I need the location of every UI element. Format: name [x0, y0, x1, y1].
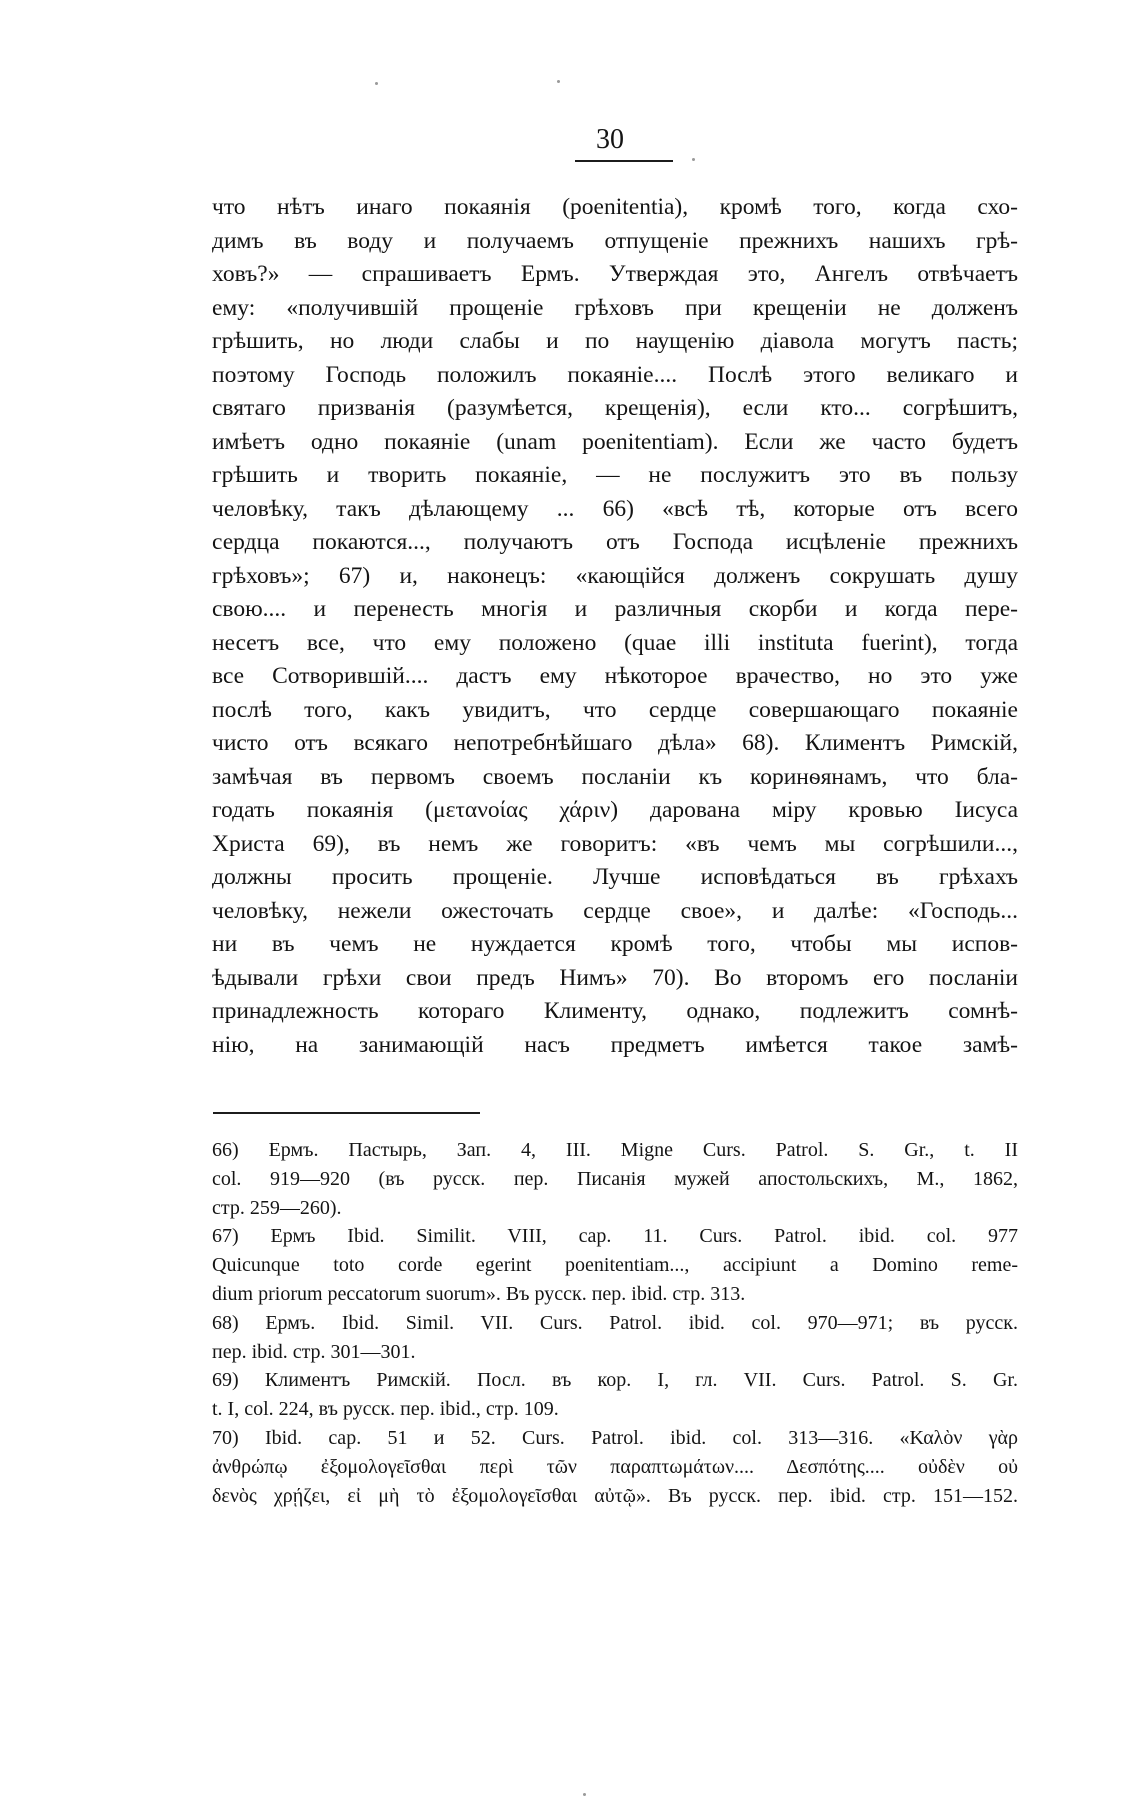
footnote-line: 70) Ibid. cap. 51 и 52. Curs. Patrol. ibid. col. 313—316. «Καλὸν γὰρ	[212, 1426, 1018, 1449]
footnote-line: col. 919—920 (въ русск. пер. Писанія мужей апостольскихъ, М., 1862,	[212, 1167, 1018, 1190]
footnotes	[212, 1136, 1018, 1510]
footnote-line: 66) Ермъ. Пастырь, Зап. 4, III. Migne Curs. Patrol. S. Gr., t. II	[212, 1139, 1018, 1161]
text-line: димъ въ воду и получаемъ отпущеніе прежнихъ нашихъ грѣ-	[212, 227, 1018, 254]
text-line: ховъ?» — спрашиваетъ Ермъ. Утверждая это, Ангелъ отвѣчаетъ	[212, 261, 1018, 287]
text-line: годать покаянія (μετανοίας χάριν) дарована міру кровью Іисуса	[212, 797, 1018, 823]
text-line: должны просить прощеніе. Лучше исповѣдаться въ грѣхахъ	[212, 864, 1018, 890]
text-line: сердца покаются..., получаютъ отъ Господа исцѣленіе прежнихъ	[212, 529, 1018, 555]
text-line: что нѣтъ инаго покаянія (poenitentia), кромѣ того, когда схо-	[212, 194, 1018, 220]
text-line: чисто отъ всякаго непотребнѣйшаго дѣла» 68). Климентъ Римскій,	[212, 730, 1018, 756]
text-line: грѣшить, но люди слабы и по наущенію діавола могутъ пасть;	[212, 328, 1018, 354]
footnote-line: dium priorum peccatorum suorum». Въ русск. пер. ibid. стр. 313.	[212, 1282, 746, 1305]
footnote-line: стр. 259—260).	[212, 1196, 342, 1219]
footnote-line: t. I, col. 224, въ русск. пер. ibid., стр. 109.	[212, 1398, 559, 1421]
text-line: замѣчая въ первомъ своемъ посланіи къ коринѳянамъ, что бла-	[212, 763, 1018, 790]
page-number: 30	[596, 124, 624, 155]
main-text	[212, 191, 1018, 1062]
text-line: человѣку, такъ дѣлающему ... 66) «всѣ тѣ, которые отъ всего	[212, 495, 1018, 522]
text-line: человѣку, нежели ожесточать сердце свое», и далѣе: «Господь...	[212, 897, 1018, 924]
text-line: принадлежность котораго Клименту, однако, подлежитъ сомнѣ-	[212, 998, 1018, 1024]
scan-speck	[375, 82, 378, 85]
text-line: имѣетъ одно покаяніе (unam poenitentiam). Если же часто будетъ	[212, 428, 1018, 455]
text-line: свою.... и перенесть многія и различныя скорби и когда пере-	[212, 596, 1018, 622]
footnote-line: 67) Ермъ Ibid. Similit. VIII, cap. 11. Curs. Patrol. ibid. col. 977	[212, 1225, 1018, 1248]
text-line: Христа 69), въ немъ же говоритъ: «въ чемъ мы согрѣшили...,	[212, 830, 1018, 857]
text-line: нію, на занимающій насъ предметъ имѣется такое замѣ-	[212, 1031, 1018, 1058]
footnote-line: δενὸς χρῄζει, εἰ μὴ τὸ ἐξομολογεῖσθαι αὐτῷ». Въ русск. пер. ibid. стр. 151—152.	[212, 1484, 1018, 1507]
page-number-rule	[575, 160, 673, 162]
footnote-line: 69) Климентъ Римскій. Посл. въ кор. I, гл. VII. Curs. Patrol. S. Gr.	[212, 1369, 1018, 1392]
footnote-line: пер. ibid. стр. 301—301.	[212, 1340, 416, 1363]
footnote-line: ἀνθρώπῳ ἐξομολογεῖσθαι περὶ τῶν παραπτωμάτων.... Δεσπότης.... οὐδὲν οὐ	[212, 1455, 1018, 1478]
text-line: грѣховъ»; 67) и, наконецъ: «кающійся долженъ сокрушать душу	[212, 562, 1018, 589]
text-line: поэтому Господь положилъ покаяніе.... Послѣ этого великаго и	[212, 361, 1018, 388]
footnote-line: 68) Ермъ. Ibid. Simil. VII. Curs. Patrol. ibid. col. 970—971; въ русск.	[212, 1311, 1018, 1334]
text-line: все Сотворившій.... дастъ ему нѣкоторое врачество, но это уже	[212, 663, 1018, 689]
text-line: несетъ все, что ему положено (quae illi instituta fuerint), тогда	[212, 629, 1018, 656]
text-line: послѣ того, какъ увидитъ, что сердце совершающаго покаяніе	[212, 696, 1018, 723]
text-line: святаго призванія (разумѣется, крещенія), если кто... согрѣшитъ,	[212, 395, 1018, 421]
footnote-separator	[213, 1112, 480, 1114]
text-line: ѣдывали грѣхи свои предъ Нимъ» 70). Во второмъ его посланіи	[212, 964, 1018, 991]
footnote-line: Quicunque toto corde egerint poenitentiam..., accipiunt a Domino reme-	[212, 1254, 1018, 1277]
text-line: грѣшить и творить покаяніе, — не послужитъ это въ пользу	[212, 462, 1018, 488]
text-line: ему: «получившій прощеніе грѣховъ при крещеніи не долженъ	[212, 294, 1018, 321]
scan-speck	[557, 80, 560, 83]
scan-speck	[692, 158, 695, 161]
text-line: ни въ чемъ не нуждается кромѣ того, чтобы мы испов-	[212, 931, 1018, 957]
scan-speck	[583, 1793, 586, 1796]
